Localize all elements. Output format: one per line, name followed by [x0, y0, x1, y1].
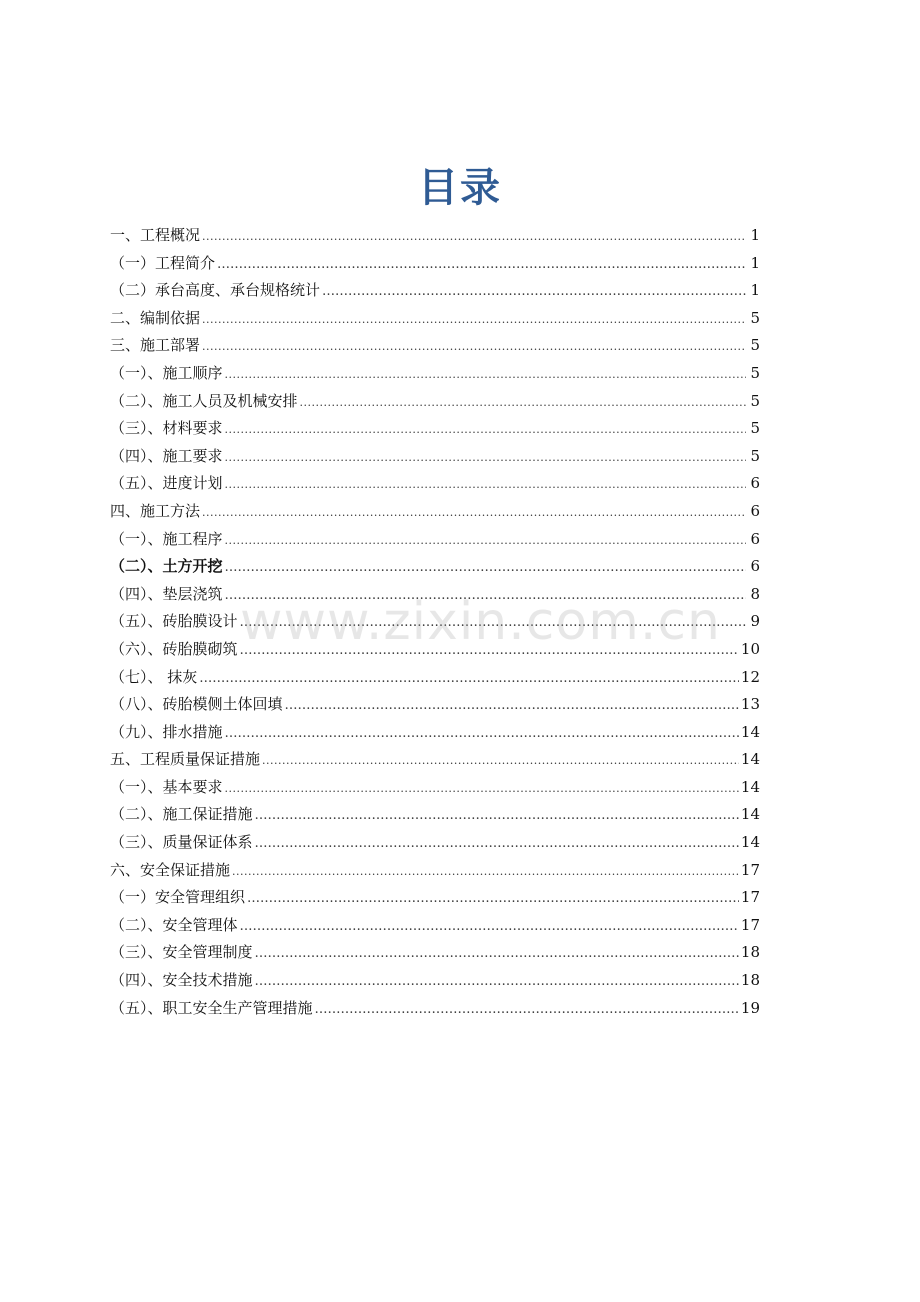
- toc-dot-leader: [225, 554, 746, 582]
- toc-entry[interactable]: [110, 250, 760, 278]
- toc-entry-page-number: 5: [750, 336, 760, 355]
- toc-entry[interactable]: [110, 470, 760, 498]
- toc-dot-leader: [240, 913, 739, 941]
- toc-entry-page-number: 5: [750, 363, 760, 382]
- toc-dot-leader: [217, 251, 746, 279]
- toc-entry[interactable]: [110, 305, 760, 333]
- toc-dot-leader: [225, 582, 746, 610]
- toc-entry[interactable]: [110, 664, 760, 692]
- toc-entry-label: （一）、施工程序: [110, 529, 223, 548]
- toc-entry-page-number: 6: [750, 557, 760, 576]
- toc-entry-page-number: 14: [740, 833, 760, 852]
- toc-dot-leader: [202, 499, 746, 527]
- toc-entry-page-number: 14: [740, 750, 760, 769]
- toc-entry[interactable]: [110, 222, 760, 250]
- toc-entry-label: （三）、安全管理制度: [110, 943, 253, 962]
- toc-dot-leader: [202, 223, 746, 251]
- toc-entry-page-number: 6: [750, 501, 760, 520]
- toc-entry-page-number: 6: [750, 474, 760, 493]
- toc-entry-page-number: 13: [740, 695, 760, 714]
- toc-entry-page-number: 14: [740, 805, 760, 824]
- toc-entry-label: 五、工程质量保证措施: [110, 750, 261, 769]
- toc-entry[interactable]: [110, 829, 760, 857]
- toc-dot-leader: [225, 416, 746, 444]
- toc-entry-label: （二）、施工人员及机械安排: [110, 391, 298, 410]
- toc-entry-page-number: 14: [740, 722, 760, 741]
- toc-dot-leader: [199, 665, 739, 693]
- toc-entry-page-number: 1: [750, 253, 760, 272]
- toc-entry-page-number: 8: [750, 584, 760, 603]
- toc-entry[interactable]: [110, 608, 760, 636]
- toc-dot-leader: [300, 389, 746, 417]
- toc-dot-leader: [240, 637, 739, 665]
- toc-dot-leader: [202, 333, 746, 361]
- toc-entry-page-number: 1: [750, 226, 760, 244]
- toc-entry[interactable]: [110, 332, 760, 360]
- toc-entry-label: 一、工程概况: [110, 226, 201, 244]
- toc-entry-label: （一）安全管理组织: [110, 888, 246, 907]
- toc-entry[interactable]: [110, 415, 760, 443]
- toc-dot-leader: [202, 306, 746, 334]
- toc-entry-label: 四、施工方法: [110, 501, 201, 520]
- toc-entry[interactable]: [110, 360, 760, 388]
- watermark: www.zixin.com.cn: [240, 592, 721, 652]
- toc-entry-page-number: 18: [740, 943, 760, 962]
- toc-dot-leader: [225, 471, 746, 499]
- toc-entry-label: （三）、材料要求: [110, 419, 223, 438]
- toc-entry-page-number: 18: [740, 971, 760, 990]
- toc-entry-page-number: 17: [740, 915, 760, 934]
- toc-dot-leader: [262, 747, 739, 775]
- toc-dot-leader: [255, 802, 739, 830]
- toc-entry-page-number: 17: [740, 860, 760, 879]
- toc-entry-page-number: 5: [750, 391, 760, 410]
- toc-dot-leader: [232, 858, 739, 886]
- toc-dot-leader: [247, 885, 739, 913]
- toc-entry-label: （五）、职工安全生产管理措施: [110, 998, 313, 1017]
- toc-entry-label: 二、编制依据: [110, 308, 201, 327]
- toc-entry[interactable]: [110, 801, 760, 829]
- toc-entry-label: （四）、安全技术措施: [110, 971, 253, 990]
- toc-entry[interactable]: [110, 967, 760, 995]
- toc-entry-label: 六、安全保证措施: [110, 860, 231, 879]
- toc-entry-label: （二）、土方开挖: [110, 557, 223, 576]
- toc-entry-label: （三）、质量保证体系: [110, 833, 253, 852]
- toc-entry-label: （七）、 抹灰: [110, 667, 198, 686]
- toc-dot-leader: [225, 444, 746, 472]
- toc-entry-label: （八）、砖胎模侧土体回填: [110, 695, 283, 714]
- toc-entry-label: （六）、砖胎膜砌筑: [110, 639, 238, 658]
- toc-entry[interactable]: [110, 553, 760, 581]
- toc-entry[interactable]: [110, 388, 760, 416]
- toc-entry-label: （九）、排水措施: [110, 722, 223, 741]
- toc-entry-page-number: 10: [740, 639, 760, 658]
- toc-entry-page-number: 17: [740, 888, 760, 907]
- toc-entry[interactable]: [110, 636, 760, 664]
- toc-entry[interactable]: [110, 526, 760, 554]
- toc-entry[interactable]: [110, 774, 760, 802]
- toc-entry[interactable]: [110, 746, 760, 774]
- toc-entry[interactable]: [110, 691, 760, 719]
- toc-dot-leader: [255, 940, 739, 968]
- toc-entry-label: （二）承台高度、承台规格统计: [110, 281, 321, 300]
- toc-entry[interactable]: [110, 277, 760, 305]
- toc-entry[interactable]: [110, 719, 760, 747]
- toc-entry-page-number: 12: [740, 667, 760, 686]
- toc-entry[interactable]: [110, 912, 760, 940]
- toc-dot-leader: [315, 996, 739, 1024]
- toc-entry-label: （一）、施工顺序: [110, 363, 223, 382]
- table-of-contents: [110, 222, 760, 1022]
- toc-entry[interactable]: [110, 995, 760, 1023]
- toc-dot-leader: [255, 830, 739, 858]
- toc-entry-label: （四）、施工要求: [110, 446, 223, 465]
- toc-entry-label: （一）、基本要求: [110, 777, 223, 796]
- toc-dot-leader: [285, 692, 739, 720]
- toc-dot-leader: [225, 720, 739, 748]
- toc-entry[interactable]: [110, 498, 760, 526]
- toc-entry-label: （四）、垫层浇筑: [110, 584, 223, 603]
- toc-entry-page-number: 5: [750, 308, 760, 327]
- toc-entry-page-number: 9: [750, 612, 760, 631]
- toc-entry-label: （五）、砖胎膜设计: [110, 612, 238, 631]
- toc-entry[interactable]: [110, 884, 760, 912]
- toc-dot-leader: [255, 968, 739, 996]
- toc-entry[interactable]: [110, 443, 760, 471]
- toc-dot-leader: [322, 278, 746, 306]
- toc-entry-label: （一）工程简介: [110, 253, 216, 272]
- toc-dot-leader: [240, 609, 746, 637]
- page-title: 目录: [418, 165, 502, 211]
- toc-entry[interactable]: [110, 939, 760, 967]
- toc-entry-label: （二）、安全管理体: [110, 915, 238, 934]
- toc-entry-page-number: 1: [750, 281, 760, 300]
- toc-entry-page-number: 6: [750, 529, 760, 548]
- toc-entry[interactable]: [110, 581, 760, 609]
- toc-dot-leader: [225, 775, 739, 803]
- toc-dot-leader: [225, 361, 746, 389]
- toc-entry-page-number: 19: [740, 998, 760, 1017]
- toc-entry-label: 三、施工部署: [110, 336, 201, 355]
- toc-entry-label: （五）、进度计划: [110, 474, 223, 493]
- toc-entry-page-number: 14: [740, 777, 760, 796]
- toc-entry[interactable]: [110, 857, 760, 885]
- toc-entry-page-number: 5: [750, 446, 760, 465]
- toc-entry-label: （二）、施工保证措施: [110, 805, 253, 824]
- toc-entry-page-number: 5: [750, 419, 760, 438]
- toc-dot-leader: [225, 527, 746, 555]
